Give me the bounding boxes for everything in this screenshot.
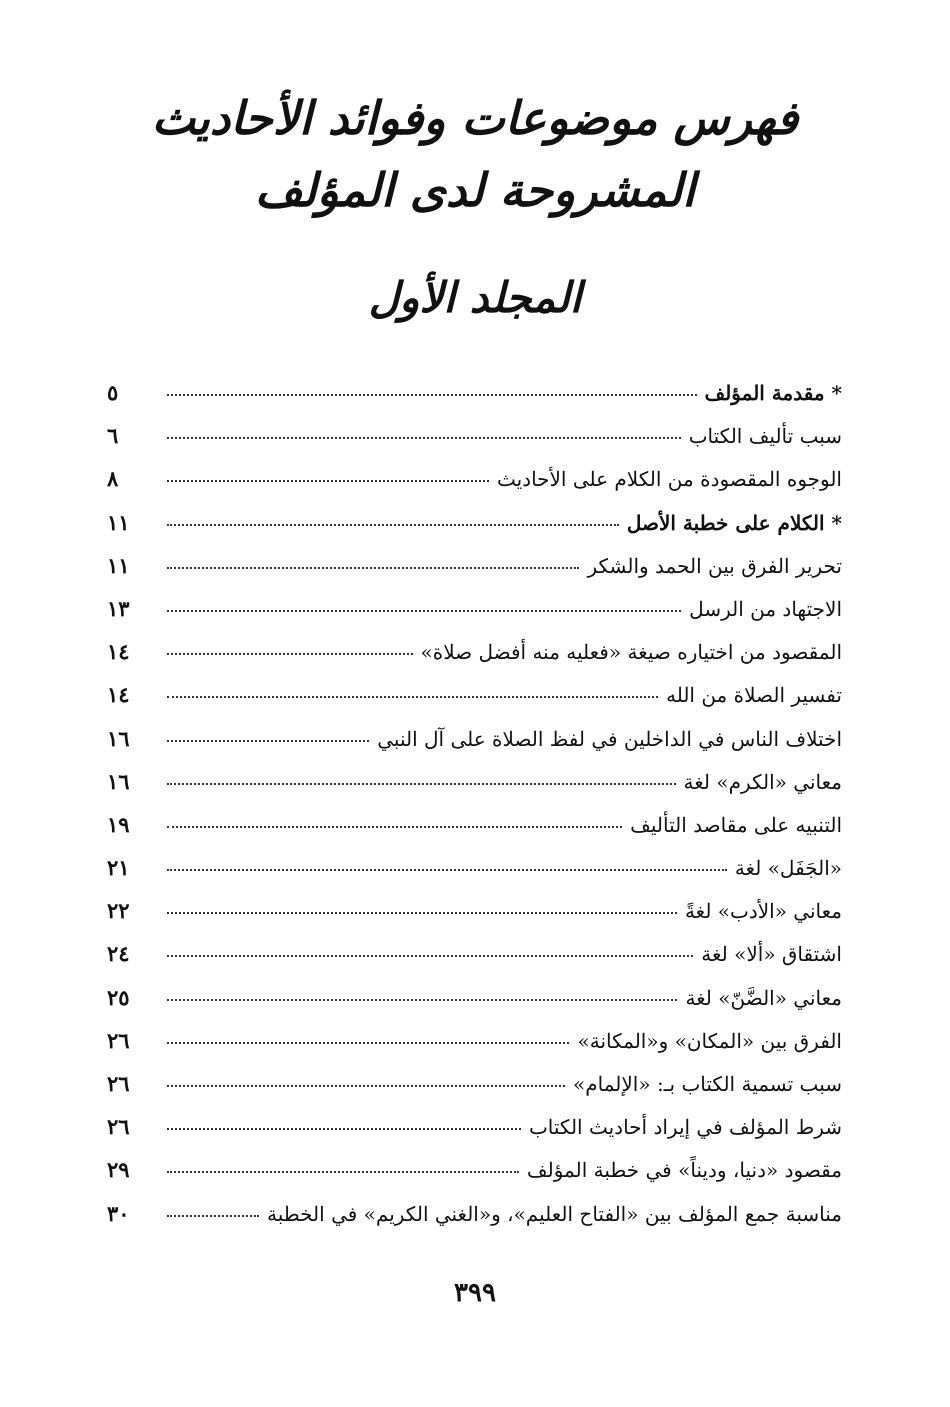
dot-leader: [167, 567, 579, 569]
toc-entry-page: ١٦: [107, 768, 130, 794]
toc-entry-page: ٣٠: [107, 1200, 130, 1226]
toc-entry-title: * الكلام على خطبة الأصل: [626, 510, 842, 535]
toc-entry: [107, 855, 842, 898]
toc-entry-page: ١١: [107, 509, 130, 535]
toc-entry: [107, 510, 842, 553]
toc-entry: [107, 1201, 842, 1244]
dot-leader: [167, 437, 681, 439]
toc-entry: [107, 726, 842, 769]
toc-entry: [107, 812, 842, 855]
toc-entry: [107, 941, 842, 984]
toc-entry-title: سبب تسمية الكتاب بـ: «الإلمام»: [573, 1072, 842, 1096]
toc-entry: [107, 639, 842, 682]
toc-entry: [107, 466, 842, 509]
toc-entry-page: ٢٤: [107, 941, 130, 967]
dot-leader: [167, 740, 369, 742]
page-number: ٣٩٩: [454, 1278, 496, 1308]
index-heading: [150, 82, 800, 226]
volume-heading: المجلد الأول: [368, 273, 582, 322]
toc-entry-page: ٦: [107, 423, 119, 449]
heading-line-2: المشروحة لدى المؤلف: [254, 163, 696, 217]
dot-leader: [167, 1042, 569, 1044]
toc-entry: [107, 898, 842, 941]
toc-entry-title: معاني «الأدب» لغةً: [684, 899, 842, 924]
toc-entry: [107, 1157, 842, 1200]
toc-entry-page: ١٣: [107, 595, 130, 621]
toc-entry: [107, 1028, 842, 1071]
dot-leader: [167, 524, 619, 526]
toc-entry-page: ٢٩: [107, 1157, 130, 1183]
toc-entry-page: ٢٥: [107, 984, 130, 1010]
toc-entry-page: ١٤: [107, 639, 130, 665]
toc-entry: [107, 682, 842, 725]
toc-entry: [107, 596, 842, 639]
toc-entry-title: التنبيه على مقاصد التأليف: [630, 812, 842, 837]
dot-leader: [167, 1128, 521, 1130]
dot-leader: [167, 653, 413, 655]
toc-entry: [107, 1071, 842, 1114]
toc-entry-title: شرط المؤلف في إيراد أحاديث الكتاب: [528, 1115, 842, 1140]
toc-entry: [107, 380, 842, 423]
toc-entry-page: ٢٦: [107, 1071, 130, 1096]
toc-entry-page: ٢٢: [107, 898, 130, 924]
toc-entry: [107, 553, 842, 596]
toc-entry-page: ٢٦: [107, 1114, 130, 1140]
toc-entry-page: ١٤: [107, 682, 130, 708]
dot-leader: [167, 1171, 519, 1173]
toc-entry-title: «الجَفَل» لغة: [734, 856, 842, 881]
toc-entry-title: الاجتهاد من الرسل: [689, 596, 842, 621]
dot-leader: [167, 696, 658, 698]
toc-entry-title: المقصود من اختياره صيغة «فعليه منه أفضل صلاة»: [420, 640, 842, 665]
toc-entry-title: اشتقاق «ألا» لغة: [701, 942, 842, 967]
toc-entry: [107, 423, 842, 466]
toc-entry-title: مناسبة جمع المؤلف بين «الفتاح العليم»، و«الغني الكريم» في الخطبة: [266, 1201, 842, 1226]
toc-entry: [107, 769, 842, 812]
table-of-contents: [107, 380, 842, 1244]
toc-entry-page: ٥: [107, 380, 119, 405]
toc-entry-title: الفرق بين «المكان» و«المكانة»: [577, 1028, 842, 1053]
toc-entry: [107, 1114, 842, 1157]
heading-line-1: فهرس موضوعات وفوائد الأحاديث: [151, 91, 799, 145]
toc-entry-title: معاني «الضَّنّ» لغة: [685, 985, 842, 1010]
toc-entry-title: مقصود «دنيا، وديناً» في خطبة المؤلف: [526, 1158, 842, 1183]
toc-entry-title: تحرير الفرق بين الحمد والشكر: [587, 553, 842, 578]
dot-leader: [167, 394, 697, 396]
toc-entry-title: * مقدمة المؤلف: [704, 381, 842, 405]
dot-leader: [167, 480, 489, 482]
toc-entry-page: ٢١: [107, 855, 130, 881]
toc-entry-title: سبب تأليف الكتاب: [688, 424, 842, 449]
toc-entry-page: ٢٦: [107, 1027, 130, 1053]
dot-leader: [167, 1215, 259, 1217]
dot-leader: [167, 1085, 565, 1087]
dot-leader: [167, 955, 693, 957]
dot-leader: [167, 783, 676, 785]
dot-leader: [167, 869, 727, 871]
toc-entry-title: الوجوه المقصودة من الكلام على الأحاديث: [496, 467, 842, 492]
dot-leader: [167, 912, 677, 914]
toc-entry-page: ١٦: [107, 725, 130, 751]
dot-leader: [167, 826, 622, 828]
toc-entry-title: اختلاف الناس في الداخلين في لفظ الصلاة على آل النبي: [377, 726, 842, 751]
toc-entry-page: ٨: [107, 466, 119, 492]
toc-entry-page: ١٩: [107, 811, 130, 837]
dot-leader: [167, 610, 681, 612]
toc-entry-page: ١١: [107, 552, 130, 578]
toc-entry-title: معاني «الكرم» لغة: [683, 769, 842, 794]
toc-entry-title: تفسير الصلاة من الله: [665, 683, 842, 708]
toc-entry: [107, 985, 842, 1028]
dot-leader: [167, 999, 677, 1001]
